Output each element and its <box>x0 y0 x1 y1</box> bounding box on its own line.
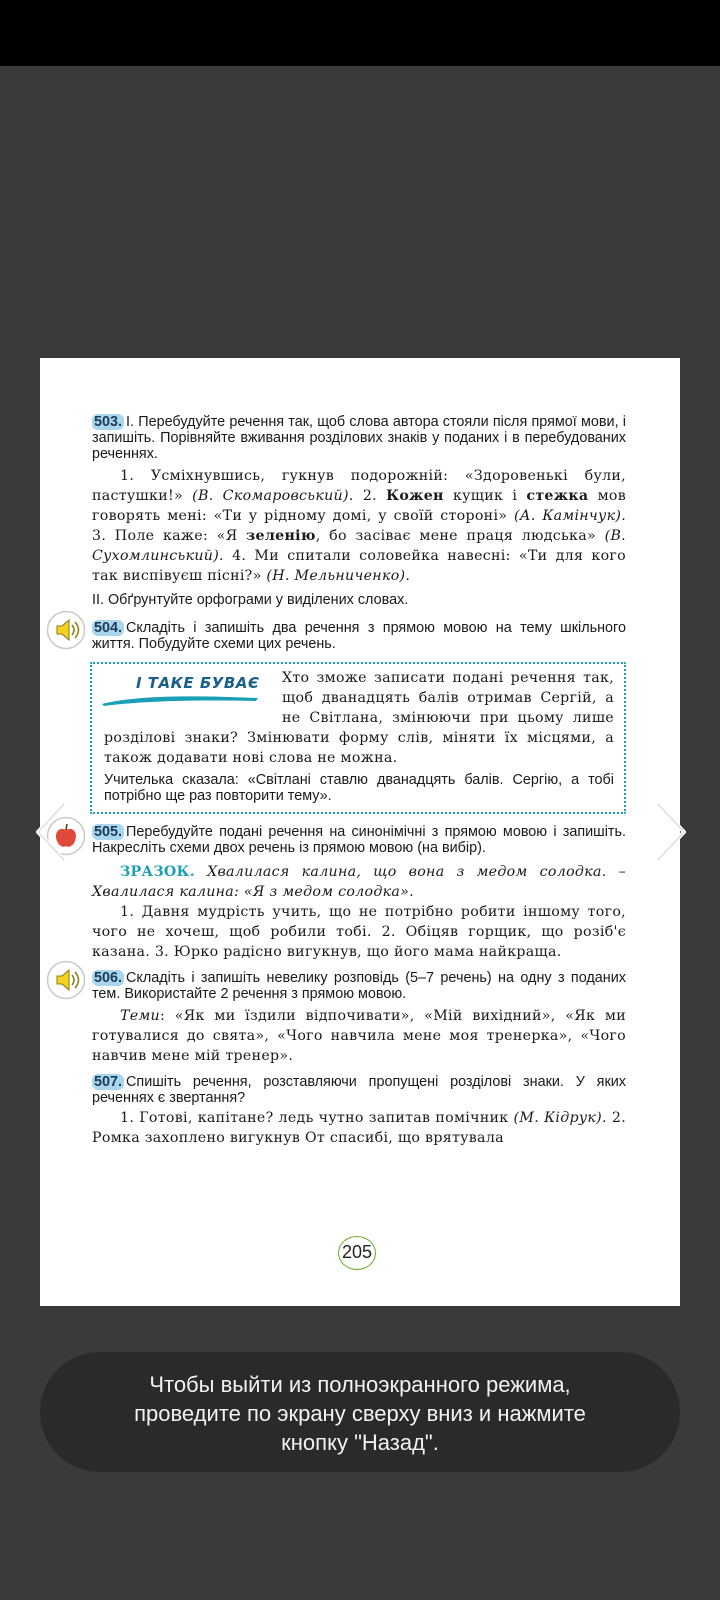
page-content <box>92 414 626 1146</box>
toast-line-3: кнопку "Назад". <box>281 1430 439 1455</box>
info-box-teacher: Учителька сказала: «Світлані ставлю дванадцять балів. Сергію, а тобі потрібно ще раз повторити тему». <box>104 772 614 804</box>
exercise-507-text: 1. Готові, капітане? ледь чутно запитав помічник (М. Кідрук). 2. Ромка захоплено вигукнув От спасибі, що врятувала <box>92 1110 626 1146</box>
exercise-504 <box>92 620 626 652</box>
info-box <box>90 662 626 814</box>
chevron-left-icon[interactable] <box>32 800 72 864</box>
exercise-number: 505. <box>94 824 123 840</box>
exercise-505 <box>92 824 626 962</box>
exercise-507-task: 507. Спишіть речення, розставляючи пропущені розділові знаки. У яких реченнях є звертання? <box>92 1074 626 1106</box>
chevron-right-icon[interactable] <box>650 800 690 864</box>
info-box-text: Хто зможе записати подані речення так, щоб дванадцять балів отримав Сергій, а не Світлана, змінюючи при цьому лише розділові знаки? Змінювати форму слів, міняти їх місцями, а також додавати нові слова не можна. <box>104 670 614 766</box>
textbook-page <box>40 358 680 1306</box>
exercise-number: 506. <box>94 970 123 986</box>
exercise-506-themes: Теми: «Як ми їздили відпочивати», «Мій вихідний», «Як ми готувалися до свята», «Чого навчила мене моя тренерка», «Чого навчив мене мій тренер». <box>92 1008 626 1064</box>
exercise-number: 504. <box>94 620 123 636</box>
exercise-503-task-2: ІІ. Обґрунтуйте орфограми у виділених словах. <box>92 592 409 608</box>
exercise-503-text: 1. Усміхнувшись, гукнув подорожній: «Здоровенькі були, пастушки!» (В. Скомаровський). 2. Кожен кущик і стежка мов говорять мені: «Ти у рідному домі, у своїй стороні» (А. Камінчук). 3. Поле каже: «Я зеленію, бо засіває мене праця людська» (В. Сухомлинський). 4. Ми спитали соловейка навесні: «Ти для кого так виспівуєш пісні?» (Н. Мельниченко). <box>92 468 627 584</box>
exercise-506-task: 506. Складіть і запишіть невелику розповідь (5–7 речень) на одну з поданих тем. Використайте 2 речення з прямою мовою. <box>92 970 626 1002</box>
exercise-503-task: 503. І. Перебудуйте речення так, щоб слова автора стояли після прямої мови, і запишіть. Порівняйте вживання розділових знаків у поданих і в перебудованих реченнях. <box>92 414 626 462</box>
exercise-506 <box>92 970 626 1066</box>
exercise-503 <box>92 414 626 608</box>
fullscreen-toast <box>40 1352 680 1472</box>
exercise-507 <box>92 1074 626 1146</box>
exercise-number: 507. <box>94 1074 123 1090</box>
toast-line-1: Чтобы выйти из полноэкранного режима, <box>149 1372 571 1397</box>
exercise-504-task: 504. Складіть і запишіть два речення з прямою мовою на тему шкільного життя. Побудуйте схеми цих речень. <box>92 620 626 652</box>
speaker-icon[interactable] <box>46 960 86 1000</box>
toast-line-2: проведите по экрану сверху вниз и нажмите <box>134 1401 586 1426</box>
box-logo: І ТАКЕ БУВАЄ <box>100 672 270 710</box>
exercise-505-sample: ЗРАЗОК. Хвалилася калина, що вона з медом солодка. – Хвалилася калина: «Я з медом солодка». <box>92 864 626 900</box>
exercise-505-text: 1. Давня мудрість учить, що не потрібно робити іншому того, чого не хочеш, щоб робили тобі. 2. Обіцяв горщик, що розіб'є казана. 3. Юрко радісно вигукнув, що його мама найкраща. <box>92 904 626 960</box>
speaker-icon[interactable] <box>46 610 86 650</box>
page-number: 205 <box>338 1236 376 1270</box>
exercise-number: 503. <box>94 414 123 430</box>
brush-stroke-icon <box>100 692 260 708</box>
exercise-505-task: 505. Перебудуйте подані речення на синонімічні з прямою мовою і запишіть. Накресліть схеми двох речень із прямою мовою (на вибір). <box>92 824 626 856</box>
status-bar <box>0 0 720 66</box>
exercise-507-clip <box>92 1106 626 1146</box>
